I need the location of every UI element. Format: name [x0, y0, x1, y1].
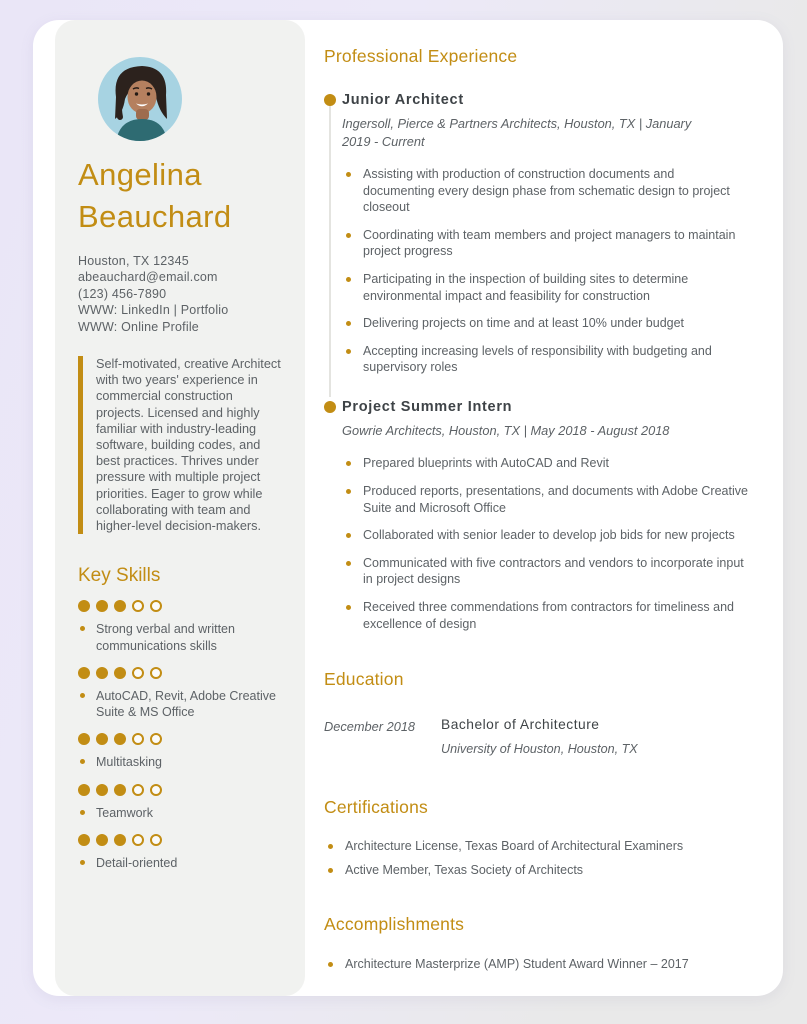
rating-dot-icon: [132, 600, 144, 612]
rating-dot-icon: [96, 733, 108, 745]
bullet-icon: [346, 277, 351, 282]
skill-rating: [78, 784, 281, 796]
certifications-title: Certifications: [324, 797, 428, 818]
candidate-first-name: Angelina: [78, 157, 202, 192]
education-title: Education: [324, 669, 404, 690]
resume-card: [33, 20, 783, 996]
bullet-text: Produced reports, presentations, and documents with Adobe Creative Suite and Microsoft Office: [363, 484, 748, 515]
job-bullet: [342, 343, 749, 376]
key-skills-title: Key Skills: [78, 565, 161, 587]
rating-dot-icon: [96, 784, 108, 796]
skill-rating: [78, 667, 281, 679]
bullet-icon: [328, 868, 333, 873]
bullet-text: Collaborated with senior leader to develop job bids for new projects: [363, 528, 735, 543]
avatar: [98, 57, 182, 141]
bullet-text: Active Member, Texas Society of Architects: [345, 862, 584, 877]
rating-dot-icon: [114, 667, 126, 679]
education-school: University of Houston, Houston, TX: [441, 742, 638, 757]
bullet-icon: [346, 489, 351, 494]
job-bullet: [342, 555, 749, 588]
skill-label: Teamwork: [96, 805, 153, 820]
skill-item: [78, 784, 281, 821]
skill-item: [78, 733, 281, 770]
sidebar: [55, 20, 305, 996]
job-meta: Ingersoll, Pierce & Partners Architects, Houston, TX | January 2019 - Current: [342, 116, 692, 149]
accomplishments-title: Accomplishments: [324, 914, 465, 935]
experience-timeline: [324, 92, 749, 632]
section-accomplishments: [324, 914, 749, 973]
contact-phone: (123) 456-7890: [78, 286, 167, 301]
accomplishments-list: [324, 956, 749, 973]
education-date: December 2018: [324, 719, 416, 735]
job-bullet-list: [342, 166, 749, 376]
rating-dot-icon: [78, 784, 90, 796]
job-bullet: [342, 166, 749, 216]
rating-dot-icon: [114, 600, 126, 612]
education-entry: [324, 717, 749, 756]
bullet-text: Accepting increasing levels of responsibility with budgeting and supervisory roles: [363, 343, 712, 375]
rating-dot-icon: [96, 834, 108, 846]
bullet-text: Received three commendations from contractors for timeliness and excellence of design: [363, 600, 734, 631]
contact-email: abeauchard@email.com: [78, 270, 218, 285]
rating-dot-icon: [78, 733, 90, 745]
rating-dot-icon: [132, 784, 144, 796]
bullet-icon: [346, 461, 351, 466]
bullet-icon: [346, 172, 351, 177]
bullet-icon: [346, 349, 351, 354]
main-content: [305, 20, 783, 996]
bullet-icon: [328, 844, 333, 849]
bullet-text: Architecture Masterprize (AMP) Student Award Winner – 2017: [345, 957, 689, 972]
bullet-icon: [80, 759, 85, 764]
bullet-icon: [346, 605, 351, 610]
bullet-icon: [346, 321, 351, 326]
bullet-icon: [346, 533, 351, 538]
skill-label: Multitasking: [96, 755, 162, 770]
summary-text: Self-motivated, creative Architect with two years' experience in commercial construction projects. Licensed and highly familiar with industry-leading software, building codes, and best practices. Thrives under pressure with multiple project priorities. Eager to grow while collaborating with team and higher-level decision-makers.: [78, 356, 281, 534]
skill-rating: [78, 600, 281, 612]
job-bullet: [342, 315, 749, 332]
education-degree: Bachelor of Architecture: [441, 717, 600, 733]
rating-dot-icon: [114, 784, 126, 796]
job-title: Project Summer Intern: [342, 398, 513, 415]
skill-rating: [78, 834, 281, 846]
rating-dot-icon: [114, 733, 126, 745]
skill-label: AutoCAD, Revit, Adobe Creative Suite & MS Office: [96, 688, 276, 720]
skill-label: Detail-oriented: [96, 856, 178, 871]
contact-block: [78, 253, 281, 335]
rating-dot-icon: [132, 667, 144, 679]
contact-links: WWW: LinkedIn | Portfolio: [78, 303, 229, 318]
timeline-dot-icon: [324, 401, 336, 413]
experience-title: Professional Experience: [324, 46, 518, 66]
section-education: [324, 669, 749, 756]
rating-dot-icon: [132, 834, 144, 846]
bullet-icon: [346, 561, 351, 566]
job-bullet-list: [342, 455, 749, 632]
bullet-text: Delivering projects on time and at least 10% under budget: [363, 316, 685, 331]
bullet-text: Architecture License, Texas Board of Architectural Examiners: [345, 839, 684, 854]
job-title: Junior Architect: [342, 92, 464, 108]
rating-dot-icon: [78, 600, 90, 612]
bullet-icon: [80, 860, 85, 865]
rating-dot-icon: [96, 667, 108, 679]
rating-dot-icon: [96, 600, 108, 612]
rating-dot-icon: [132, 733, 144, 745]
job-meta: Gowrie Architects, Houston, TX | May 2018 - August 2018: [342, 422, 670, 438]
rating-dot-icon: [78, 667, 90, 679]
contact-profile: WWW: Online Profile: [78, 319, 199, 334]
skill-item: [78, 667, 281, 721]
skill-rating: [78, 733, 281, 745]
section-experience: [324, 46, 749, 632]
job-bullet: [342, 455, 749, 472]
bullet-text: Assisting with production of construction documents and documenting every design phase from schematic design to project closeout: [363, 167, 730, 215]
certification-item: [324, 838, 749, 855]
job-entry: [324, 92, 749, 376]
rating-dot-icon: [150, 834, 162, 846]
candidate-name: [78, 154, 281, 238]
bullet-icon: [346, 233, 351, 238]
bullet-text: Coordinating with team members and project managers to maintain project progress: [363, 227, 736, 259]
timeline-dot-icon: [324, 94, 336, 106]
job-bullet: [342, 483, 749, 516]
rating-dot-icon: [150, 600, 162, 612]
rating-dot-icon: [78, 834, 90, 846]
certification-item: [324, 862, 749, 879]
contact-location: Houston, TX 12345: [78, 254, 189, 268]
job-bullet: [342, 227, 749, 260]
section-certifications: [324, 797, 749, 878]
job-bullet: [342, 527, 749, 544]
certifications-list: [324, 838, 749, 878]
bullet-icon: [80, 810, 85, 815]
accomplishment-item: [324, 956, 749, 973]
bullet-icon: [80, 626, 85, 631]
rating-dot-icon: [150, 784, 162, 796]
rating-dot-icon: [150, 667, 162, 679]
rating-dot-icon: [150, 733, 162, 745]
bullet-text: Prepared blueprints with AutoCAD and Revit: [363, 456, 609, 471]
candidate-last-name: Beauchard: [78, 199, 232, 234]
job-bullet: [342, 271, 749, 304]
job-entry: [324, 399, 749, 632]
rating-dot-icon: [114, 834, 126, 846]
bullet-icon: [80, 693, 85, 698]
skill-label: Strong verbal and written communications skills: [96, 622, 235, 653]
profile-photo-icon: [98, 57, 182, 141]
skill-item: [78, 600, 281, 654]
bullet-icon: [328, 962, 333, 967]
bullet-text: Participating in the inspection of building sites to determine environmental impact and feasibility for construction: [363, 271, 689, 303]
skill-item: [78, 834, 281, 871]
bullet-text: Communicated with five contractors and vendors to incorporate input in project designs: [363, 555, 744, 587]
job-bullet: [342, 599, 749, 632]
